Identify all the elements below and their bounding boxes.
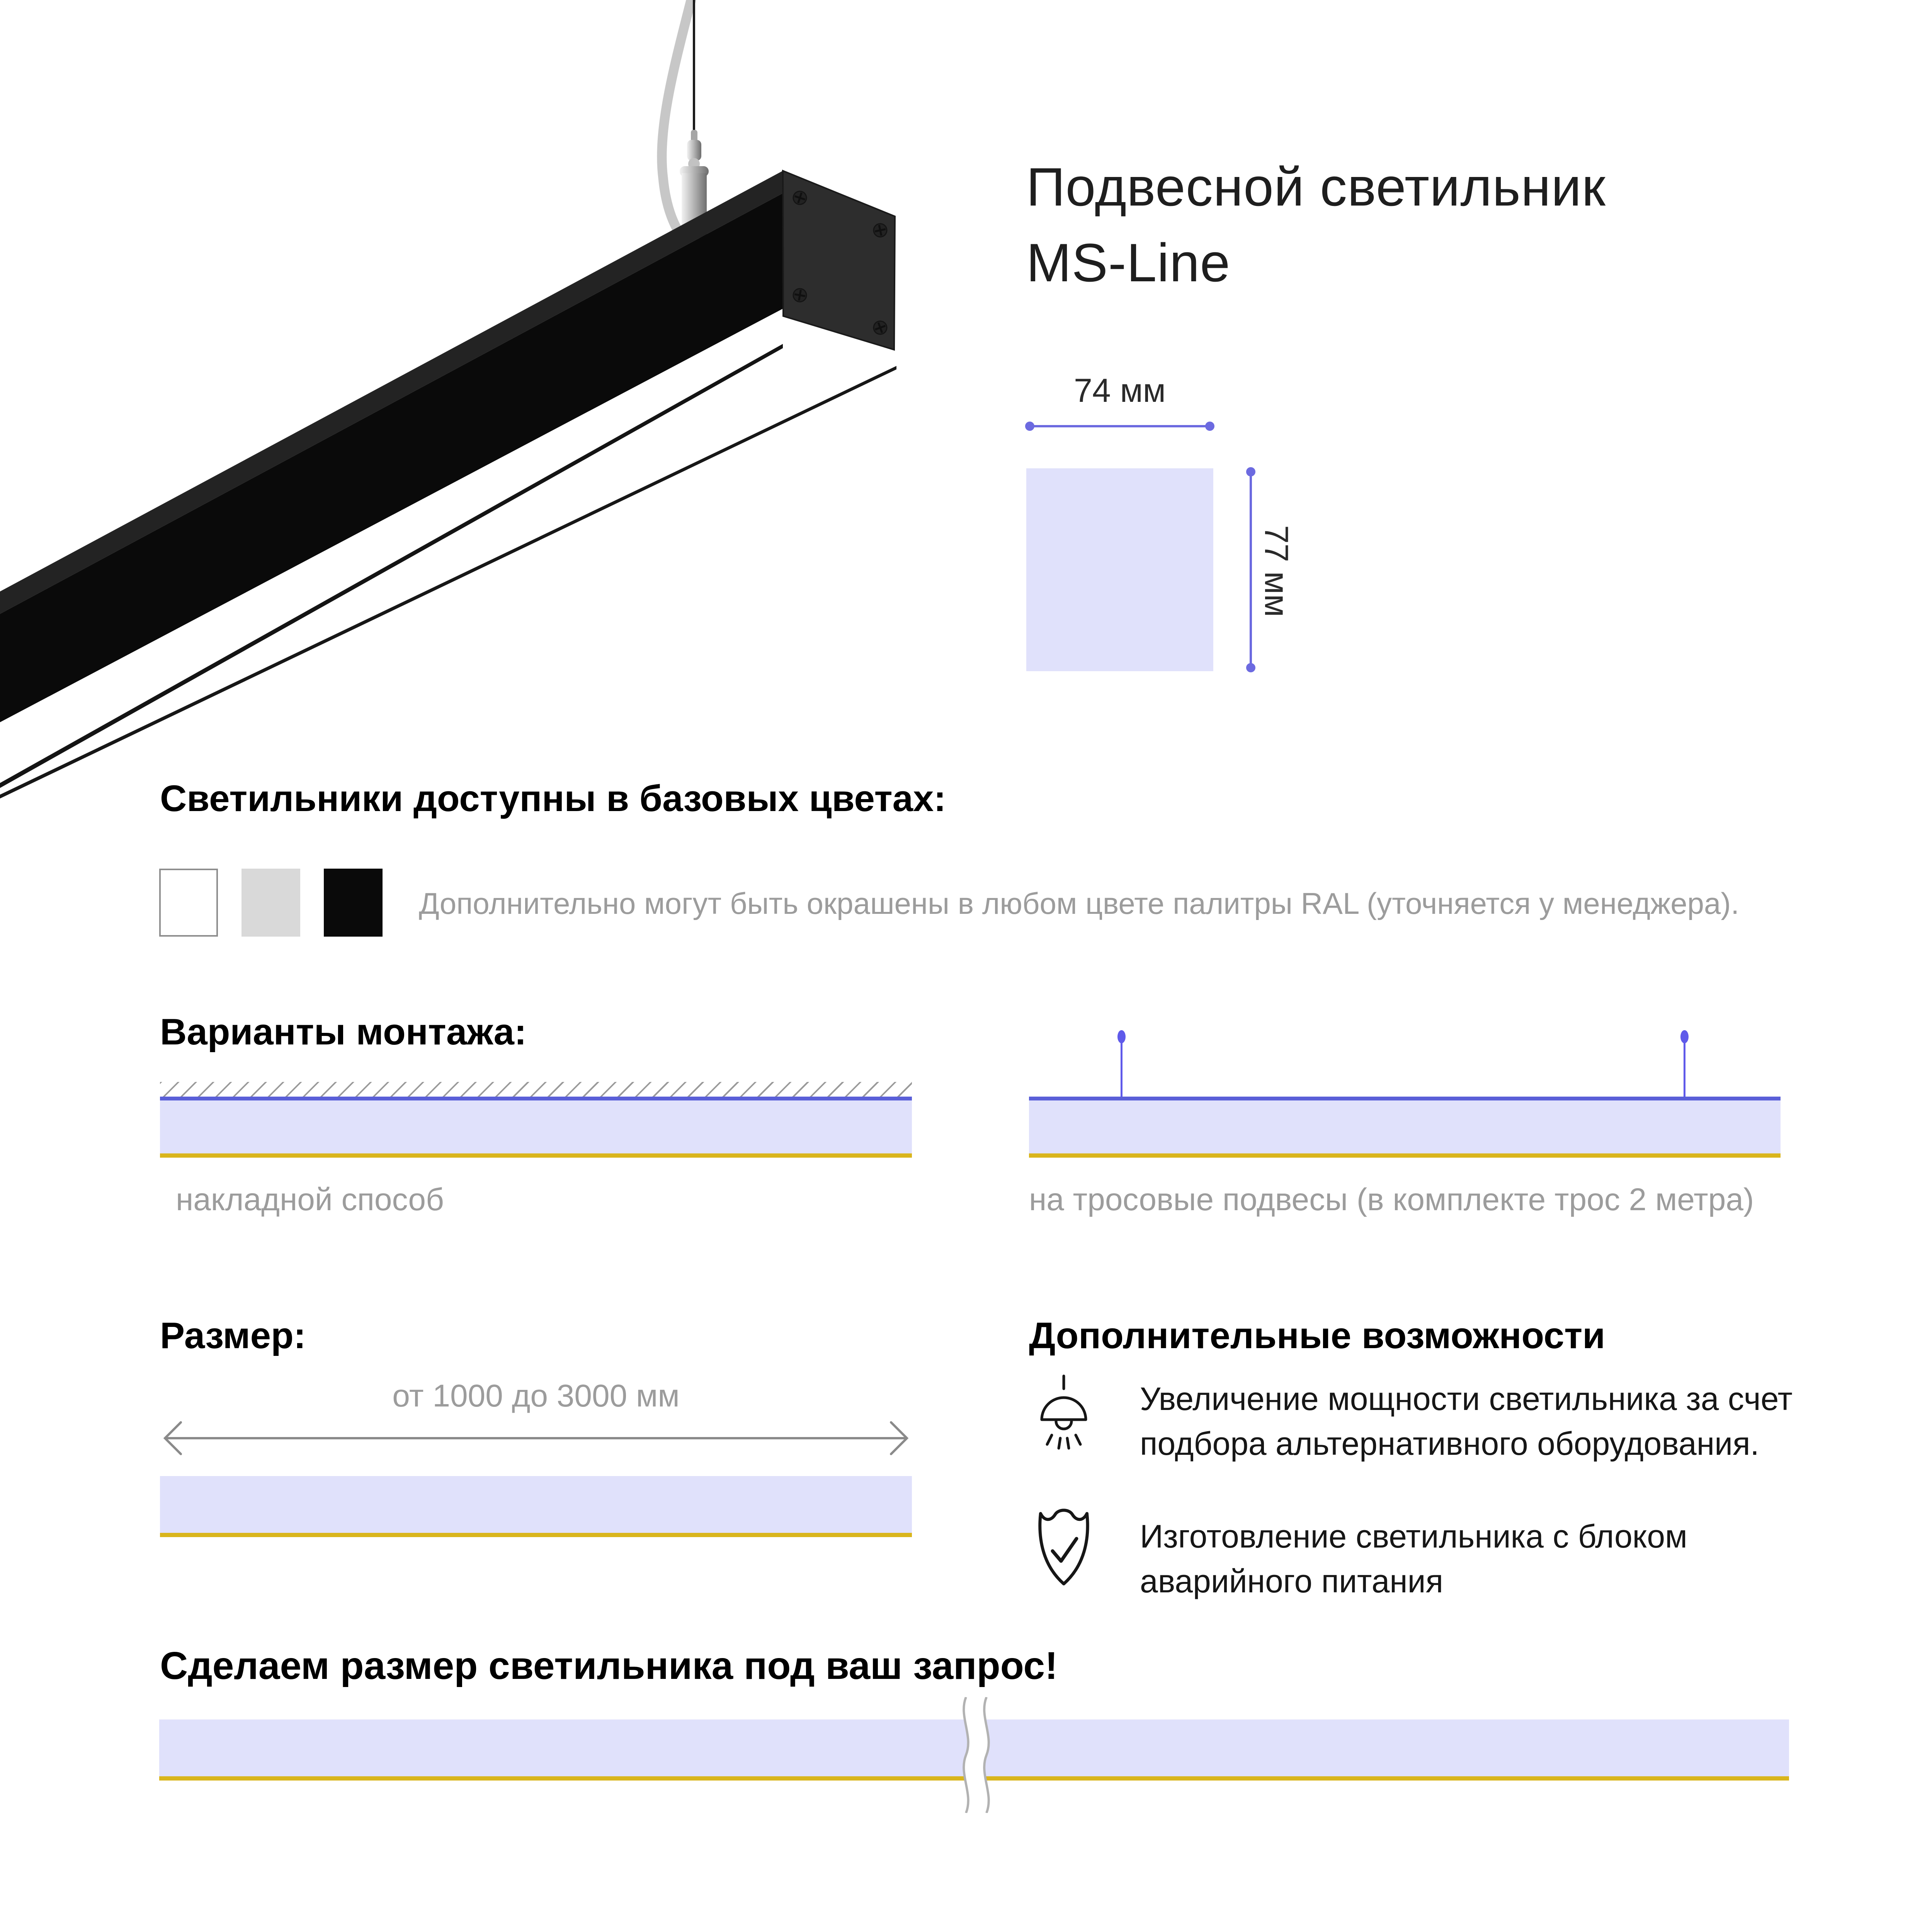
mounting-caption-surface: накладной способ [176, 1182, 444, 1217]
luminaire-bar [1029, 1097, 1781, 1158]
luminaire-bar [160, 1476, 912, 1537]
length-break-mark [945, 1697, 1007, 1813]
measure-dot [1246, 663, 1255, 672]
shield-check-icon [1035, 1504, 1093, 1595]
page-title [1026, 149, 1606, 301]
size-range-arrow [160, 1419, 912, 1458]
feature-text-emergency: Изготовление светильника с блоком аварийного питания [1140, 1518, 1687, 1599]
height-dimension-label: 77 мм [1258, 525, 1295, 617]
width-measure-line [1026, 421, 1213, 431]
lamp-front-face [0, 193, 783, 735]
page-title-line1: Подвесной светильник [1026, 156, 1606, 217]
color-swatch-black [324, 869, 383, 937]
ral-note: Дополнительно могут быть окрашены в любом цвете палитры RAL (уточняется у менеджера). [419, 886, 1740, 920]
color-swatch-white [159, 869, 218, 937]
product-photo-pendant-lamp [0, 0, 947, 831]
mounting-caption-cable: на тросовые подвесы (в комплекте трос 2 метра) [1029, 1182, 1754, 1217]
color-swatch-gray [242, 869, 300, 937]
feature-text-power: Увеличение мощности светильника за счет подбора альтернативного оборудования. [1140, 1381, 1793, 1462]
pendant-lamp-icon [1035, 1374, 1093, 1457]
footer-heading: Сделаем размер светильника под ваш запрос! [160, 1644, 1058, 1687]
mounting-option-cable [1029, 1097, 1781, 1158]
size-range-label: от 1000 до 3000 мм [392, 1378, 680, 1413]
measure-dot [1205, 422, 1214, 431]
height-measure-line [1246, 468, 1256, 671]
profile-cross-section [1026, 468, 1213, 671]
mounting-option-surface [160, 1082, 912, 1158]
size-bar-wrap [160, 1476, 912, 1537]
features-section-heading: Дополнительные возможности [1029, 1315, 1605, 1356]
luminaire-bar [160, 1097, 912, 1158]
ceiling-hatch [160, 1082, 912, 1097]
end-cap [783, 171, 895, 350]
width-dimension-label: 74 мм [1074, 372, 1166, 409]
size-section-heading: Размер: [160, 1315, 306, 1356]
page-title-line2: MS-Line [1026, 232, 1231, 293]
mounting-section-heading: Варианты монтажа: [160, 1011, 527, 1053]
colors-section-heading: Светильники доступны в базовых цветах: [160, 778, 946, 819]
